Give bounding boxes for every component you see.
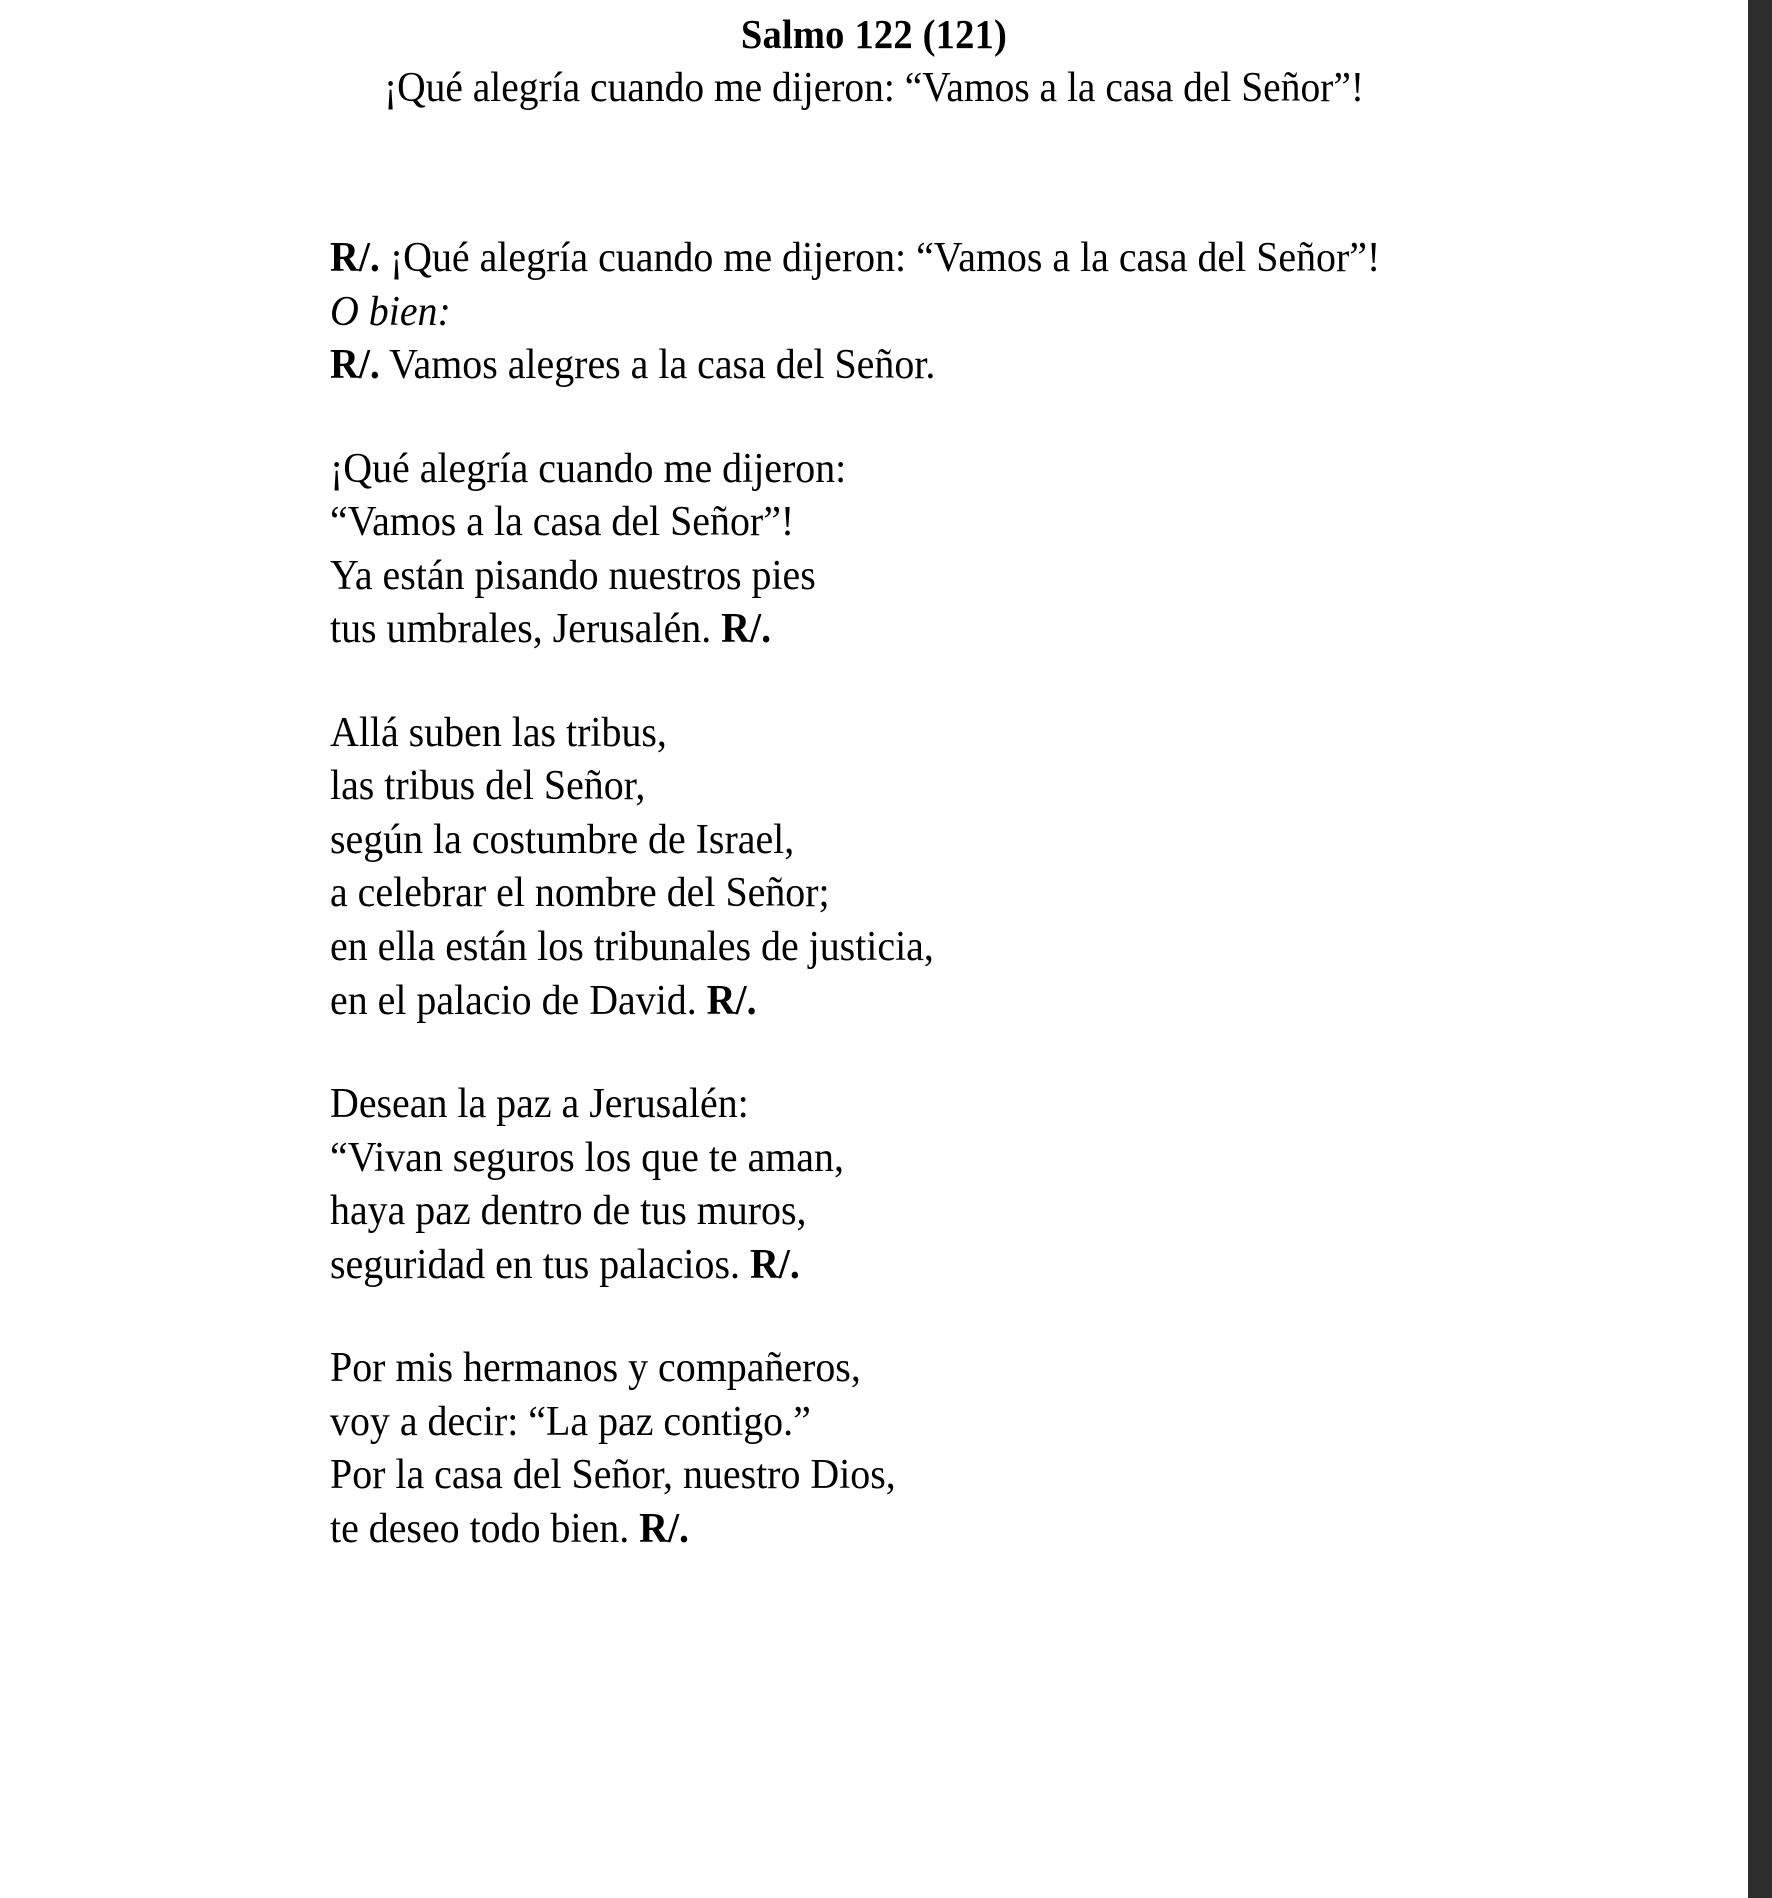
verse-text: te deseo todo bien. (330, 1505, 640, 1552)
response-block (330, 232, 1510, 393)
verse-text: a celebrar el nombre del Señor; (330, 870, 830, 917)
verse-text: Ya están pisando nuestros pies (330, 552, 816, 599)
verse-text: en el palacio de David. (330, 977, 707, 1024)
stanza (330, 707, 1510, 1028)
verse-text: según la costumbre de Israel, (330, 816, 795, 863)
page-scroll-gutter[interactable] (1748, 0, 1772, 1898)
verse-text: Desean la paz a Jerusalén: (330, 1081, 749, 1128)
verse-line (330, 443, 1451, 497)
verse-line (330, 1132, 1451, 1186)
verse-line (330, 760, 1451, 814)
verse-line (330, 1342, 1451, 1396)
verse-line (330, 550, 1451, 604)
verse-text: haya paz dentro de tus muros, (330, 1188, 807, 1235)
verse-line (330, 496, 1451, 550)
verse-line (330, 975, 1451, 1029)
psalm-subtitle: ¡Qué alegría cuando me dijeron: “Vamos a la casa del Señor”! (383, 65, 1365, 112)
verse-text: ¡Qué alegría cuando me dijeron: (330, 445, 847, 492)
psalm-body (330, 232, 1510, 1556)
verse-line (330, 1396, 1451, 1450)
verse-line (330, 867, 1451, 921)
verse-text: tus umbrales, Jerusalén. (330, 606, 722, 653)
verse-text: “Vivan seguros los que te aman, (330, 1134, 844, 1181)
verse-line (330, 921, 1451, 975)
inline-response-marker: R/. (721, 606, 772, 653)
stanza (330, 1078, 1510, 1292)
verse-line (330, 814, 1451, 868)
verse-line (330, 1503, 1451, 1557)
verse-text: Por mis hermanos y compañeros, (330, 1345, 861, 1392)
verse-text: “Vamos a la casa del Señor”! (330, 499, 795, 546)
verse-text: en ella están los tribunales de justicia, (330, 924, 934, 971)
verse-line (330, 1449, 1451, 1503)
response-text-1: ¡Qué alegría cuando me dijeron: “Vamos a la casa del Señor”! (379, 235, 1381, 281)
verse-text: Allá suben las tribus, (330, 709, 667, 756)
verse-line (330, 1239, 1451, 1293)
verse-text: seguridad en tus palacios. (330, 1241, 750, 1288)
response-line-2 (330, 339, 1451, 393)
verse-line (330, 603, 1451, 657)
document-heading (294, 0, 1454, 116)
response-line-1 (330, 232, 1451, 286)
page-title: Salmo 122 (121) (740, 11, 1008, 57)
response-text-2: Vamos alegres a la casa del Señor. (379, 342, 936, 389)
verse-line (330, 707, 1451, 761)
inline-response-marker: R/. (639, 1505, 690, 1552)
stanza (330, 1342, 1510, 1556)
verse-text: voy a decir: “La paz contigo.” (330, 1398, 811, 1445)
verse-line (330, 1185, 1451, 1239)
verse-text: las tribus del Señor, (330, 763, 646, 810)
response-marker: R/. (330, 342, 380, 389)
verse-text: Por la casa del Señor, nuestro Dios, (330, 1452, 896, 1499)
inline-response-marker: R/. (706, 977, 757, 1024)
stanza (330, 443, 1510, 657)
inline-response-marker: R/. (749, 1241, 800, 1288)
response-marker: R/. (330, 235, 380, 281)
alternate-response-label: O bien: (330, 288, 451, 335)
verse-line (330, 1078, 1451, 1132)
